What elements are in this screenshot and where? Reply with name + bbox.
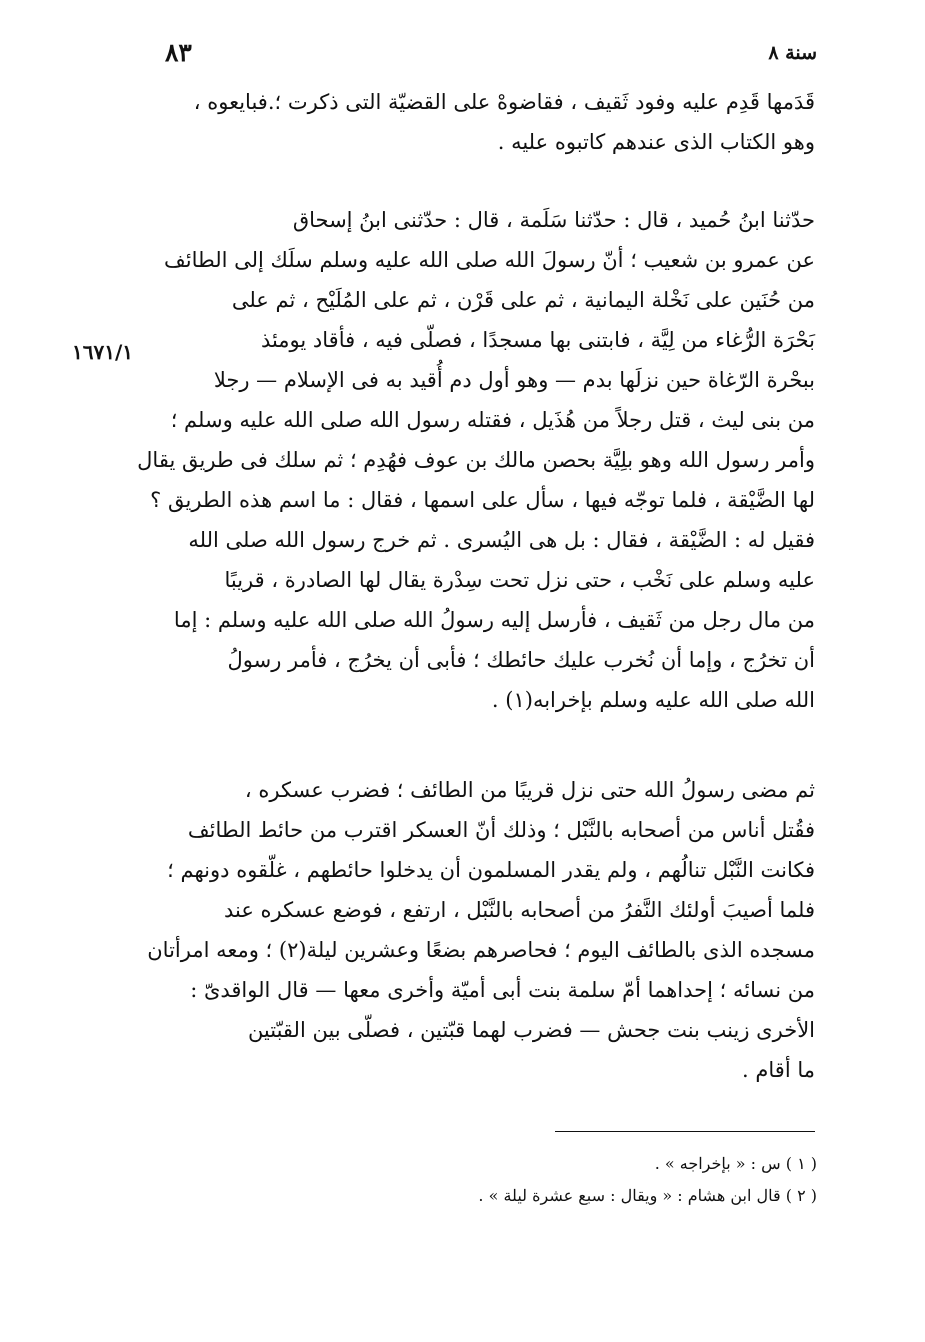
footnote-divider xyxy=(555,1131,815,1132)
text-line: عليه وسلم على نَخْب ، حتى نزل تحت سِدْرة يقال لها الصادرة ، قريبًا xyxy=(224,568,815,592)
footnotes xyxy=(317,1148,817,1212)
text-line: فكانت النَّبْل تنالُهم ، ولم يقدر المسلمون أن يدخلوا حائطهم ، غلّقوه دونهم ؛ xyxy=(167,858,815,882)
paragraph-1 xyxy=(165,82,815,162)
text-line: من مال رجل من ثَقيف ، فأرسل إليه رسولُ الله صلى الله عليه وسلم : إما xyxy=(173,608,815,632)
text-line: ببحْرة الرّغاة حين نزلَها بدم — وهو أول دم أُقيد به فى الإسلام — رجلا xyxy=(213,368,815,392)
text-line: فقُتل أناس من أصحابه بالنَّبْل ؛ وذلك أنّ العسكر اقترب من حائط الطائف xyxy=(187,818,815,842)
text-line: من بنى ليث ، قتل رجلاً من هُذَيل ، فقتله رسول الله صلى الله عليه وسلم ؛ xyxy=(170,408,815,432)
footnote-1: ( ١ ) س : « بإخراجه » . xyxy=(654,1154,817,1173)
text-line: ثم مضى رسولُ الله حتى نزل قريبًا من الطائف ؛ فضرب عسكره ، xyxy=(244,778,815,802)
paragraph-2 xyxy=(137,200,815,720)
text-line: من نسائه ؛ إحداهما أمّ سلمة بنت أبى أميّة وأخرى معها — قال الواقدىّ : xyxy=(190,978,815,1002)
text-line: الله صلى الله عليه وسلم بإخرابه(١) . xyxy=(491,688,815,712)
text-line: ما أقام . xyxy=(742,1058,815,1082)
page-number: ٨٣ xyxy=(165,38,192,67)
text-line: لها الضَّيْقة ، فلما توجّه فيها ، سأل على اسمها ، فقال : ما اسم هذه الطريق ؟ xyxy=(150,488,815,512)
text-line: فلما أصيبَ أولئك النَّفرُ من أصحابه بالنَّبْل ، ارتفع ، فوضع عسكره عند xyxy=(223,898,815,922)
text-line: الأخرى زينب بنت جحش — فضرب لهما قبّتين ، فصلّى بين القبّتين xyxy=(247,1018,815,1042)
text-line: فقيل له : الضَّيْقة ، فقال : بل هى اليُسرى . ثم خرج رسول الله صلى الله xyxy=(188,528,815,552)
text-line: وهو الكتاب الذى عندهم كاتبوه عليه . xyxy=(497,130,815,154)
footnote-2: ( ٢ ) قال ابن هشام : « ويقال : سبع عشرة ليلة » . xyxy=(478,1186,817,1205)
text-line: من حُنَين على نَخْلة اليمانية ، ثم على قَرْن ، ثم على المُلَيْح ، ثم على xyxy=(231,288,815,312)
text-line: قَدَمها قَدِم عليه وفود ثَقيف ، فقاضوهْ على القضيّة التى ذكرت ؛.فبايعوه ، xyxy=(193,90,815,114)
text-line: بَحْرَة الرُّغاء من لِيَّة ، فابتنى بها مسجدًا ، فصلّى فيه ، فأقاد يومئذ xyxy=(260,328,815,352)
text-line: وأمر رسول الله وهو بلِيَّة بحصن مالك بن عوف فهُدِم ؛ ثم سلك فى طريق يقال xyxy=(137,448,815,472)
text-line: عن عمرو بن شعيب ؛ أنّ رسولَ الله صلى الله عليه وسلم سلَك إلى الطائف xyxy=(164,248,815,272)
text-line: حدّثنا ابنُ حُميد ، قال : حدّثنا سَلَمة ، قال : حدّثنى ابنُ إسحاق xyxy=(292,208,815,232)
paragraph-3 xyxy=(147,770,815,1090)
margin-reference: ١٦٧١/١ xyxy=(72,340,134,364)
text-line: أن تخرُج ، وإما أن نُخرب عليك حائطك ؛ فأبى أن يخرُج ، فأمر رسولُ xyxy=(227,648,815,672)
text-line: مسجده الذى بالطائف اليوم ؛ فحاصرهم بضعًا وعشرين ليلة(٢) ؛ ومعه امرأتان xyxy=(147,938,815,962)
running-header-year: سنة ٨ xyxy=(768,42,817,64)
